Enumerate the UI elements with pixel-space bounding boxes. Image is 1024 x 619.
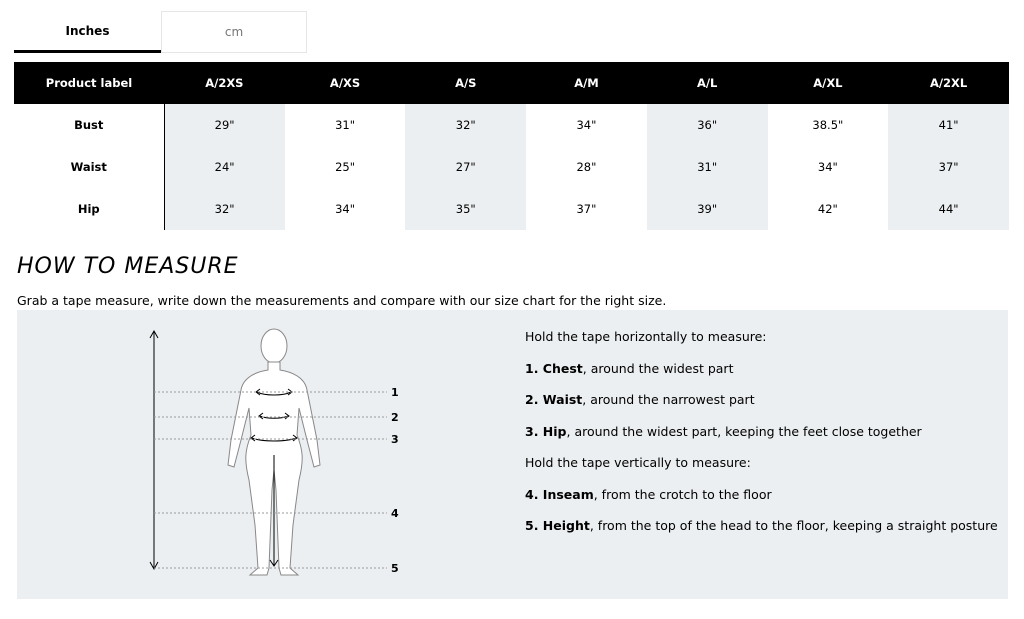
- header-size: A/XS: [285, 62, 406, 104]
- header-size: A/2XL: [888, 62, 1009, 104]
- header-product-label: Product label: [14, 62, 164, 104]
- step-text: , around the narrowest part: [582, 392, 755, 407]
- step-title: 2. Waist: [525, 392, 583, 407]
- how-to-measure-intro: Grab a tape measure, write down the measurements and compare with our size chart for the right size.: [17, 293, 667, 308]
- row-label-hip: Hip: [14, 188, 164, 230]
- table-cell: 41": [888, 104, 1009, 146]
- step-item: [525, 424, 998, 456]
- step-item: [525, 487, 998, 519]
- step-text: , from the crotch to the floor: [593, 486, 772, 502]
- table-cell: 34": [817, 160, 838, 174]
- table-cell: 42": [817, 202, 838, 216]
- figure-label-3: 3: [391, 433, 399, 446]
- table-cell: 28": [576, 160, 597, 174]
- table-cell: 35": [405, 188, 526, 230]
- header-size: A/2XS: [164, 62, 285, 104]
- table-cell: 31": [335, 118, 356, 132]
- how-to-measure-title: HOW TO MEASURE: [17, 254, 239, 279]
- step-title: 3. Hip: [525, 423, 567, 439]
- table-row: [14, 146, 1009, 188]
- table-cell: 34": [576, 118, 597, 132]
- measure-instructions: [525, 329, 998, 550]
- horizontal-heading: Hold the tape horizontally to measure:: [525, 329, 767, 344]
- header-size: A/L: [647, 62, 768, 104]
- step-text: , around the widest part: [582, 360, 734, 376]
- step-item: [525, 361, 998, 393]
- figure-label-2: 2: [391, 411, 399, 424]
- table-cell: 39": [647, 188, 768, 230]
- table-cell: 32": [405, 104, 526, 146]
- row-label-waist: Waist: [14, 146, 164, 188]
- table-cell: 27": [405, 146, 526, 188]
- size-chart-table: [14, 62, 1009, 230]
- unit-tabs: [14, 11, 307, 53]
- figure-label-1: 1: [391, 386, 399, 399]
- step-title: 1. Chest: [525, 360, 583, 376]
- step-text: , around the widest part, keeping the feet close together: [566, 423, 922, 439]
- row-label-bust: Bust: [14, 104, 164, 146]
- table-cell: 24": [164, 146, 285, 188]
- table-cell: 37": [576, 202, 597, 216]
- figure-label-5: 5: [391, 562, 399, 575]
- table-header-row: [14, 62, 1009, 104]
- header-size: A/XL: [768, 62, 889, 104]
- tab-cm[interactable]: cm: [161, 11, 307, 53]
- table-cell: 29": [164, 104, 285, 146]
- table-cell: 36": [647, 104, 768, 146]
- header-size: A/S: [405, 62, 526, 104]
- measure-panel: [17, 310, 1008, 599]
- table-cell: 25": [335, 160, 356, 174]
- step-text: , from the top of the head to the floor, keeping a straight posture: [589, 518, 998, 533]
- height-arrow-icon: [150, 331, 158, 569]
- table-cell: 32": [164, 188, 285, 230]
- table-row: [14, 188, 1009, 230]
- table-cell: 38.5": [812, 118, 844, 132]
- table-row: [14, 104, 1009, 146]
- tab-inches[interactable]: Inches: [14, 11, 161, 53]
- body-measurement-figure: [17, 310, 517, 599]
- header-size: A/M: [526, 62, 647, 104]
- table-cell: 31": [647, 146, 768, 188]
- table-cell: 44": [888, 188, 1009, 230]
- step-item: [525, 392, 998, 424]
- figure-label-4: 4: [391, 507, 399, 520]
- table-cell: 37": [888, 146, 1009, 188]
- vertical-heading: Hold the tape vertically to measure:: [525, 455, 751, 470]
- step-item: [525, 518, 998, 550]
- table-cell: 34": [335, 202, 356, 216]
- step-title: 5. Height: [525, 518, 590, 533]
- step-title: 4. Inseam: [525, 486, 594, 502]
